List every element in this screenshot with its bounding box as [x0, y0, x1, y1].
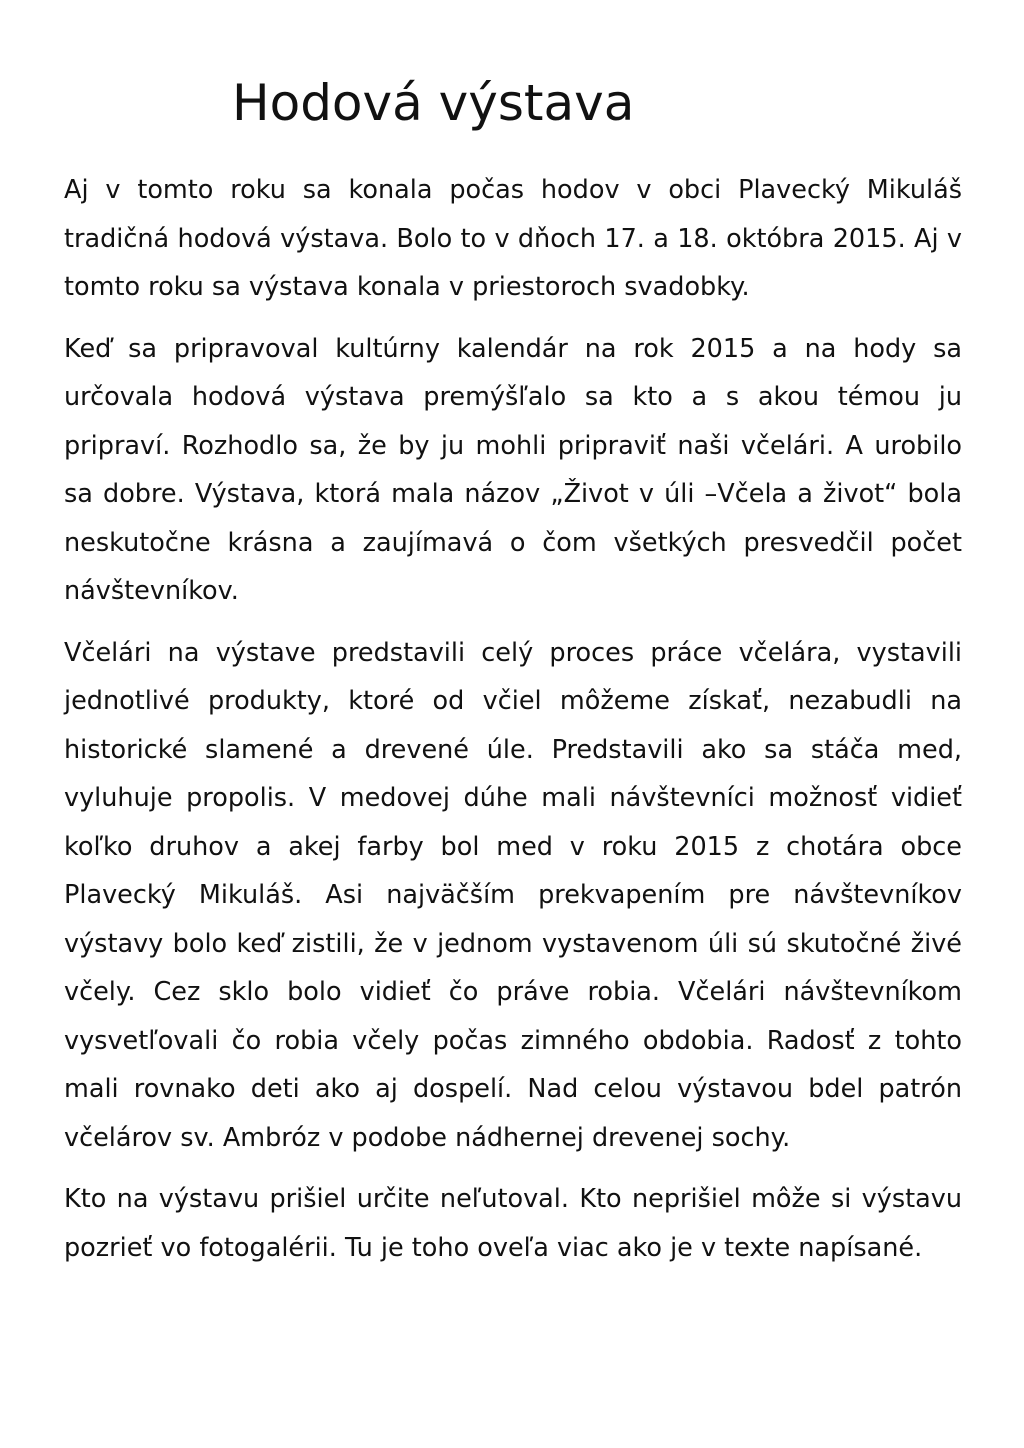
paragraph-1: Aj v tomto roku sa konala počas hodov v obci Plavecký Mikuláš tradičná hodová výstava. Bolo to v dňoch 17. a 18. októbra 2015. Aj v tomto roku sa výstava konala v priestoroch svadobky.	[64, 175, 962, 302]
paragraph-4: Kto na výstavu prišiel určite neľutoval. Kto neprišiel môže si výstavu pozrieť vo fotogalérii. Tu je toho oveľa viac ako je v texte napísané.	[64, 1184, 962, 1263]
document-body	[64, 166, 962, 1285]
paragraph-2: Keď sa pripravoval kultúrny kalendár na rok 2015 a na hody sa určovala hodová výstava premýšľalo sa kto a s akou témou ju pripraví. Rozhodlo sa, že by ju mohli pripraviť naši včelári. A urobilo sa dobre. Výstava, ktorá mala názov „Život v úli –Včela a život“ bola neskutočne krásna a zaujímavá o čom všetkých presvedčil počet návštevníkov.	[64, 333, 962, 606]
paragraph-3: Včelári na výstave predstavili celý proces práce včelára, vystavili jednotlivé produkty, ktoré od včiel môžeme získať, nezabudli na historické slamené a drevené úle. Predstavili ako sa stáča med, vyluhuje propolis. V medovej dúhe mali návštevníci možnosť vidieť koľko druhov a akej farby bol med v roku 2015 z chotára obce Plavecký Mikuláš. Asi najväčším prekvapením pre návštevníkov výstavy bolo keď zistili, že v jednom vystavenom úli sú skutočné živé včely. Cez sklo bolo vidieť čo práve robia. Včelári návštevníkom vysvetľovali čo robia včely počas zimného obdobia. Radosť z tohto mali rovnako deti ako aj dospelí. Nad celou výstavou bdel patrón včelárov sv. Ambróz v podobe nádhernej drevenej sochy.	[64, 637, 962, 1153]
document-title: Hodová výstava	[232, 74, 635, 132]
